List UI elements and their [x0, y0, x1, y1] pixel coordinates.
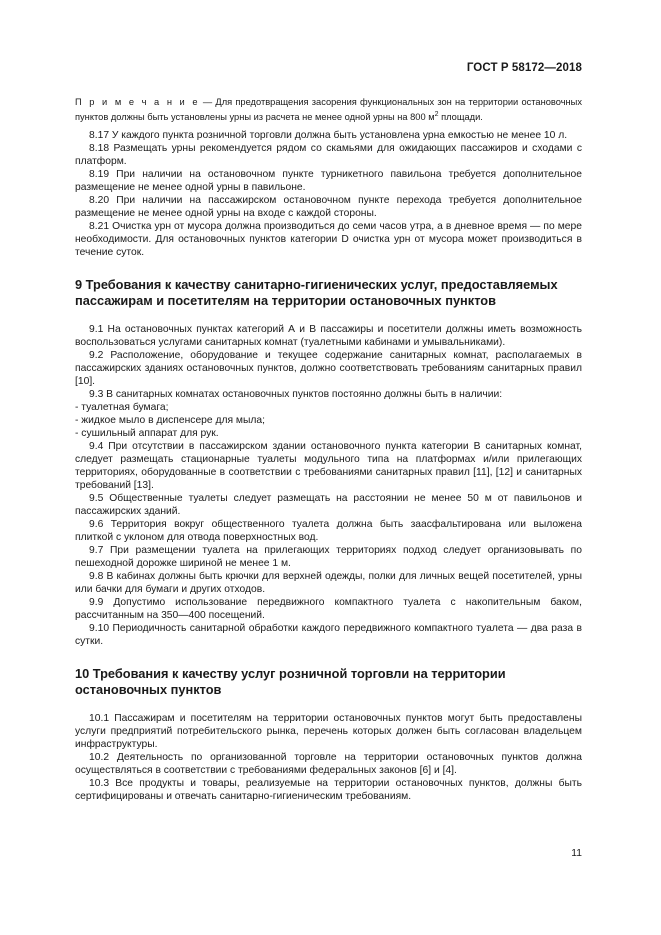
list-item: - жидкое мыло в диспенсере для мыла; — [75, 415, 266, 427]
note-text-end: площади. — [438, 111, 483, 122]
clause-9-9: 9.9 Допустимо использование передвижного компактного туалета с накопительным баком, рассчитанным на 350—400 посещений. — [75, 597, 582, 622]
clause-8-21: 8.21 Очистка урн от мусора должна производиться до семи часов утра, а в дневное время — по мере необходимости. Для остановочных пунктов категории D очистка урн от мусора может производиться в течение суток. — [75, 221, 582, 259]
clause-9-1: 9.1 На остановочных пунктах категорий А и В пассажиры и посетители должны иметь возможность воспользоваться услугами санитарных комнат (туалетными кабинами и умывальниками). — [75, 324, 582, 349]
clause-10-3: 10.3 Все продукты и товары, реализуемые на территории остановочных пунктов, должны быть сертифицированы и отвечать санитарно-гигиеническим требованиям. — [75, 778, 582, 803]
clause-8-19: 8.19 При наличии на остановочном пункте турникетного павильона требуется дополнительное размещение не менее одной урны в павильоне. — [75, 169, 582, 194]
clause-8-20: 8.20 При наличии на пассажирском остановочном пункте перехода требуется дополнительное размещение не менее одной урны на входе с каждой стороны. — [75, 195, 582, 220]
note-paragraph — [75, 96, 582, 123]
clause-10-2: 10.2 Деятельность по организованной торговле на территории остановочных пунктов должна осуществляться в соответствии с требованиями федеральных законов [6] и [4]. — [75, 752, 582, 777]
clause-9-4: 9.4 При отсутствии в пассажирском здании остановочного пункта категории В санитарных комнат, следует размещать стационарные туалеты модульного типа на платформах и/или прилегающих территориях, оборудованные в соответствии с требованиями санитарных правил [11], [12] и санитарных требований [13]. — [75, 441, 582, 492]
note-text: — Для предотвращения засорения функциональных зон на территории остановочных пунктов должны быть установлены урны из расчета не менее одной урны на 800 м — [75, 97, 583, 122]
list-item: - сушильный аппарат для рук. — [75, 428, 219, 440]
clause-9-6: 9.6 Территория вокруг общественного туалета должна быть заасфальтирована или выложена плиткой с уклоном для отвода поверхностных вод. — [75, 519, 582, 544]
clause-8-17: 8.17 У каждого пункта розничной торговли должна быть установлена урна емкостью не менее 10 л. — [89, 130, 568, 142]
clause-9-7: 9.7 При размещении туалета на прилегающих территориях подход следует организовывать по пешеходной дорожке шириной не менее 1 м. — [75, 545, 582, 570]
section-9-heading: 9 Требования к качеству санитарно-гигиенических услуг, предоставляемых пассажирам и посетителям на территории остановочных пунктов — [75, 277, 558, 308]
clause-8-18: 8.18 Размещать урны рекомендуется рядом со скамьями для ожидающих пассажиров и сходами с платформ. — [75, 143, 582, 168]
clause-9-3: 9.3 В санитарных комнатах остановочных пунктов постоянно должны быть в наличии: — [89, 389, 503, 401]
section-10-heading: 10 Требования к качеству услуг розничной торговли на территории остановочных пунктов — [75, 666, 506, 697]
clause-9-10: 9.10 Периодичность санитарной обработки каждого передвижного компактного туалета — два раза в сутки. — [75, 623, 582, 648]
clause-9-2: 9.2 Расположение, оборудование и текущее содержание санитарных комнат, располагаемых в пассажирских зданиях остановочных пунктов, должно соответствовать требованиям санитарных правил [10]. — [75, 350, 582, 388]
clause-9-8: 9.8 В кабинах должны быть крючки для верхней одежды, полки для личных вещей посетителей, урны или бачки для бумаги и других отходов. — [75, 571, 582, 596]
list-item: - туалетная бумага; — [75, 402, 169, 414]
note-label: П р и м е ч а н и е — [75, 97, 200, 107]
page-body — [75, 96, 582, 803]
page-number: 11 — [571, 848, 582, 859]
clause-10-1: 10.1 Пассажирам и посетителям на территории остановочных пунктов могут быть предоставлены услуги предприятий потребительского рынка, перечень которых должен быть согласован владельцем инфраструктуры. — [75, 713, 582, 751]
note-superscript: 2 — [434, 110, 439, 118]
clause-9-5: 9.5 Общественные туалеты следует размещать на расстоянии не менее 50 м от павильонов и пассажирских зданий. — [75, 493, 582, 518]
document-code: ГОСТ Р 58172—2018 — [466, 62, 582, 74]
